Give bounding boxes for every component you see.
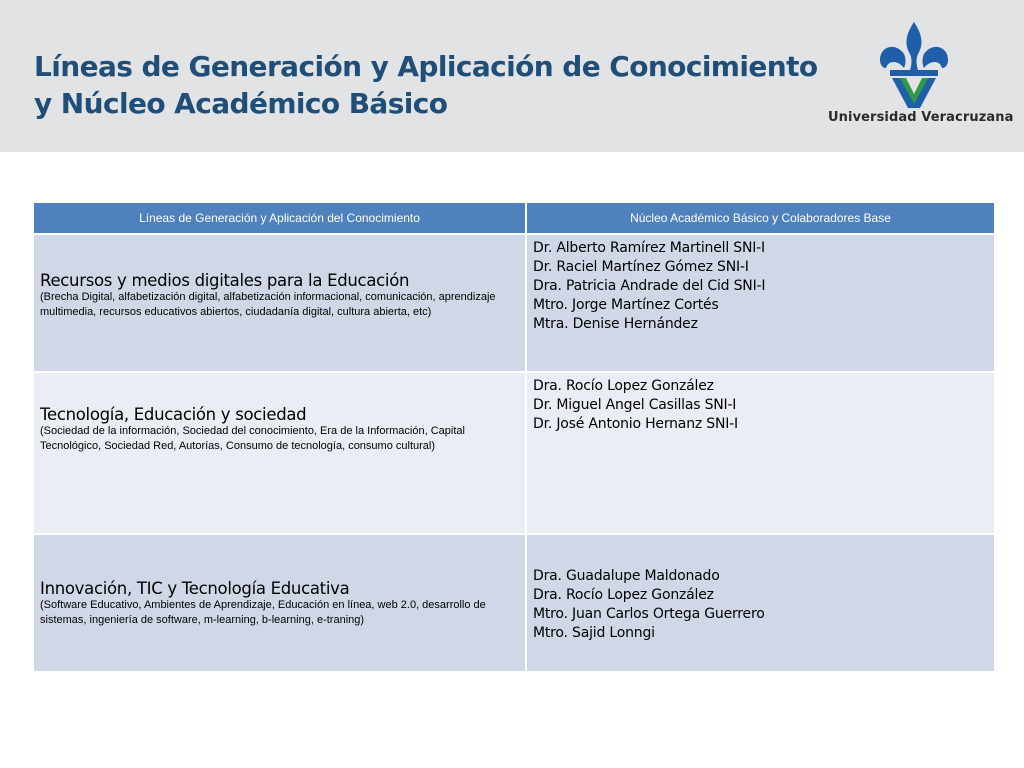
member-name: Dra. Guadalupe Maldonado: [533, 568, 720, 584]
lgac-table: [34, 203, 994, 673]
page-title-line-1: Líneas de Generación y Aplicación de Conocimiento: [34, 50, 818, 83]
line-title-initial: R: [40, 271, 51, 290]
table-row: [34, 234, 994, 372]
member-name: Dr. Miguel Angel Casillas SNI-I: [533, 397, 737, 413]
table-row: [34, 534, 994, 672]
line-title-rest: ecursos y medios digitales para la Educación: [50, 271, 410, 290]
page-title: [34, 48, 818, 122]
column-header-nucleus: Núcleo Académico Básico y Colaboradores Base: [526, 203, 994, 234]
line-cell: [34, 534, 526, 672]
line-title: Tecnología, Educación y sociedad: [40, 405, 307, 424]
member-name: Mtra. Denise Hernández: [533, 316, 698, 332]
member-name: Mtro. Jorge Martínez Cortés: [533, 297, 719, 313]
member-name: Dra. Rocío Lopez González: [533, 378, 714, 394]
member-name: Dr. José Antonio Hernanz SNI-I: [533, 416, 738, 432]
page-title-line-2: y Núcleo Académico Básico: [34, 87, 448, 120]
university-name: Universidad Veracruzana: [828, 110, 1014, 125]
line-cell: [34, 372, 526, 534]
line-title: [40, 271, 519, 290]
member-name: Dra. Patricia Andrade del Cid SNI-I: [533, 278, 766, 294]
members-cell: [526, 372, 994, 534]
member-name: Dra. Rocío Lopez González: [533, 587, 714, 603]
line-description: (Sociedad de la información, Sociedad del conocimiento, Era de la Información, Capital Tecnológico, Sociedad Red, Autorías, Consumo de tecnología, consumo cultural): [40, 425, 465, 452]
line-title: Innovación, TIC y Tecnología Educativa: [40, 579, 350, 598]
university-logo: [826, 18, 1014, 130]
header-band: [0, 0, 1024, 152]
table-row: [34, 372, 994, 534]
line-cell: [34, 234, 526, 372]
column-header-lines: Líneas de Generación y Aplicación del Conocimiento: [34, 203, 526, 234]
fleur-de-lis-v-logo-icon: [876, 20, 952, 112]
member-name: Dr. Alberto Ramírez Martinell SNI-I: [533, 240, 765, 256]
member-name: Dr. Raciel Martínez Gómez SNI-I: [533, 259, 749, 275]
member-name: Mtro. Juan Carlos Ortega Guerrero: [533, 606, 765, 622]
members-cell: [526, 534, 994, 672]
members-cell: [526, 234, 994, 372]
line-description: (Brecha Digital, alfabetización digital, alfabetización informacional, comunicación, aprendizaje multimedia, recursos educativos abiertos, ciudadanía digital, cultura abierta, etc): [40, 291, 496, 318]
table-header-row: [34, 203, 994, 234]
member-name: Mtro. Sajid Lonngi: [533, 625, 655, 641]
line-description: (Software Educativo, Ambientes de Aprendizaje, Educación en línea, web 2.0, desarrollo de sistemas, ingeniería de software, m-learning, b-learning, e-traning): [40, 599, 486, 626]
